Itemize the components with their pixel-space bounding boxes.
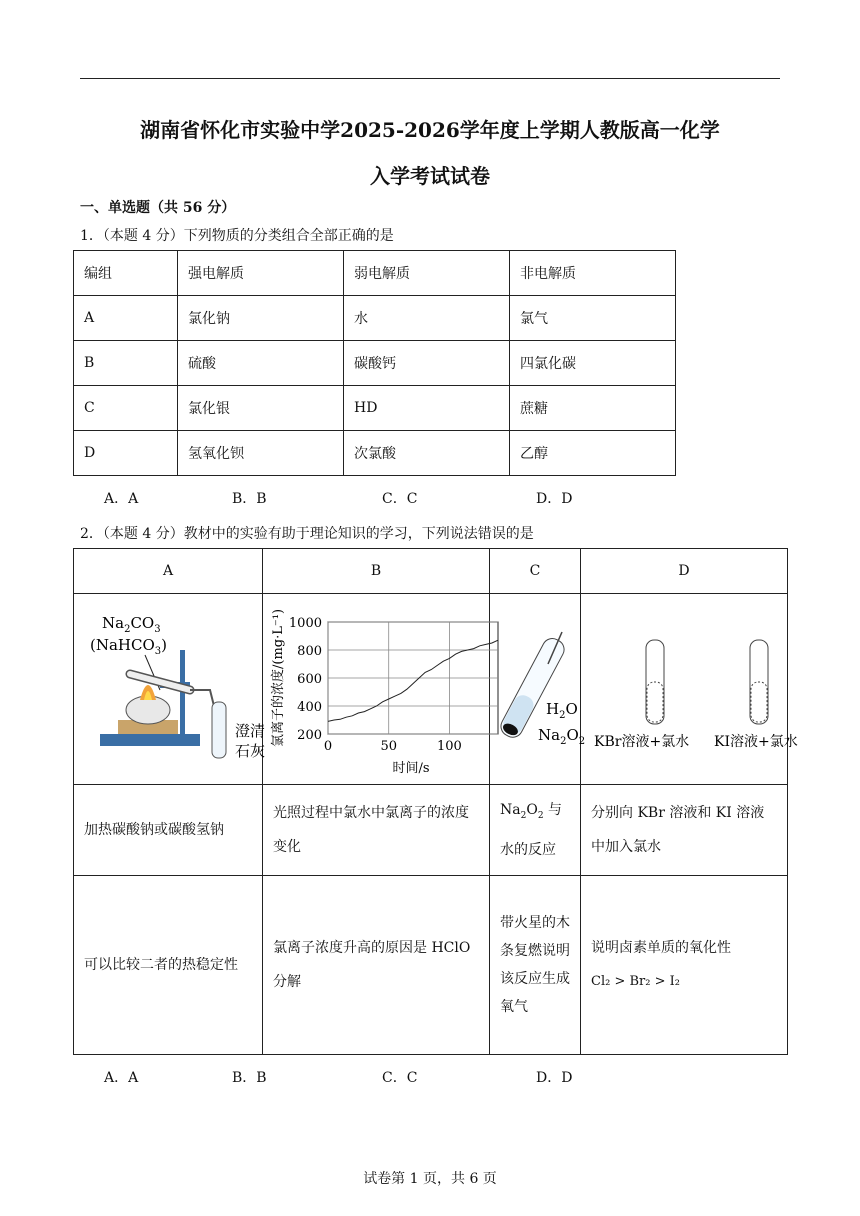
table-cell: 强电解质 (178, 251, 344, 296)
table-cell: 氯化钠 (178, 296, 344, 341)
table-cell: B (263, 549, 490, 594)
option-a[interactable]: A．A (104, 491, 139, 507)
table-cell: 四氯化碳 (510, 341, 676, 386)
section-heading: 一、单选题（共 56 分） (80, 200, 236, 216)
label-limewater-2: 石灰 (235, 742, 266, 760)
table-cell: 硫酸 (178, 341, 344, 386)
label-kbr-tube: KBr溶液+氯水 (594, 734, 690, 750)
x-tick-label: 0 (323, 739, 333, 754)
conclusion-text: 说明卤素单质的氧化性 (591, 940, 731, 956)
table-cell: 非电解质 (510, 251, 676, 296)
concentration-series-line (328, 640, 498, 721)
option-a[interactable]: A．A (104, 1070, 139, 1086)
label-limewater: 澄清 (235, 722, 266, 740)
table-row (74, 876, 788, 1055)
table-cell: 氢氧化钡 (178, 431, 344, 476)
exam-title-line1: 湖南省怀化市实验中学2025-2026学年度上学期人教版高一化学 (140, 118, 720, 142)
table-cell: A (74, 296, 178, 341)
formula-part: Na (500, 802, 521, 819)
table-cell (581, 876, 788, 1055)
table-cell: 带火星的木条复燃说明该反应生成氧气 (490, 876, 581, 1055)
chloride-concentration-chart (262, 598, 502, 778)
x-axis-label: 时间/s (392, 761, 430, 776)
label-na2co3: $Na_2CO_3$ (102, 614, 161, 635)
halogen-test-tubes-figure (590, 636, 798, 752)
option-b[interactable]: B．B (232, 491, 267, 507)
table-cell: 乙醇 (510, 431, 676, 476)
y-axis-label: 氯离子的浓度/(mg·L⁻¹) (271, 608, 286, 748)
option-d[interactable]: D．D (536, 1070, 573, 1086)
label-h2o: $H_2O$ (546, 700, 578, 721)
table-cell: $Na_2O_2$ 与水的反应 (490, 785, 581, 876)
exam-title-line2: 入学考试试卷 (370, 164, 490, 188)
table-cell: 光照过程中氯水中氯离子的浓度变化 (263, 785, 490, 876)
formula-part: O (526, 802, 538, 819)
q1-table (73, 250, 676, 476)
oxidizing-order-formula: Cl₂ > Br₂ > I₂ (591, 974, 680, 989)
table-cell: 分别向 KBr 溶液和 KI 溶液中加入氯水 (581, 785, 788, 876)
formula-part: 与水的反应 (500, 802, 563, 858)
label-na2o2: $Na_2O_2$ (538, 726, 586, 747)
chart-grid (328, 622, 498, 734)
top-rule (80, 78, 780, 79)
table-cell: 蔗糖 (510, 386, 676, 431)
table-cell: B (74, 341, 178, 386)
table-cell: 氯化银 (178, 386, 344, 431)
q1-options (104, 488, 572, 508)
x-tick-label: 50 (380, 739, 397, 754)
y-tick-label: 600 (297, 672, 322, 687)
q1-stem: 1．（本题 4 分）下列物质的分类组合全部正确的是 (80, 228, 394, 244)
table-cell: 碳酸钙 (344, 341, 510, 386)
table-row (74, 386, 676, 431)
table-cell: D (581, 549, 788, 594)
table-cell: 加热碳酸钠或碳酸氢钠 (74, 785, 263, 876)
table-row (74, 431, 676, 476)
page-footer: 试卷第 1 页，共 6 页 (363, 1171, 497, 1187)
table-cell: 编组 (74, 251, 178, 296)
table-cell: 水 (344, 296, 510, 341)
option-b[interactable]: B．B (232, 1070, 267, 1086)
table-cell: C (74, 386, 178, 431)
table-row (74, 296, 676, 341)
x-tick-label: 100 (437, 739, 462, 754)
y-tick-label: 400 (297, 700, 322, 715)
table-cell: 弱电解质 (344, 251, 510, 296)
option-c[interactable]: C．C (382, 491, 418, 507)
y-tick-label: 800 (297, 644, 322, 659)
table-cell: C (490, 549, 581, 594)
label-nahco3: (NaHCO$_3$) (90, 636, 168, 657)
y-tick-label: 200 (297, 728, 322, 743)
heating-apparatus-figure (90, 610, 270, 770)
table-cell: HD (344, 386, 510, 431)
y-tick-label: 1000 (288, 616, 322, 631)
table-cell: 氯气 (510, 296, 676, 341)
chart-ticks (289, 616, 462, 754)
table-cell: 次氯酸 (344, 431, 510, 476)
q2-options (104, 1067, 572, 1087)
table-cell: 可以比较二者的热稳定性 (74, 876, 263, 1055)
table-row (74, 251, 676, 296)
option-c[interactable]: C．C (382, 1070, 418, 1086)
label-ki-tube: KI溶液+氯水 (714, 734, 798, 750)
na2o2-test-tube-figure (492, 628, 587, 748)
table-cell: A (74, 549, 263, 594)
option-d[interactable]: D．D (536, 491, 573, 507)
table-cell: 氯离子浓度升高的原因是 HClO 分解 (263, 876, 490, 1055)
q2-stem: 2．（本题 4 分）教材中的实验有助于理论知识的学习，下列说法错误的是 (80, 526, 534, 542)
table-cell: D (74, 431, 178, 476)
table-row (74, 785, 788, 876)
table-row (74, 341, 676, 386)
table-row (74, 549, 788, 594)
